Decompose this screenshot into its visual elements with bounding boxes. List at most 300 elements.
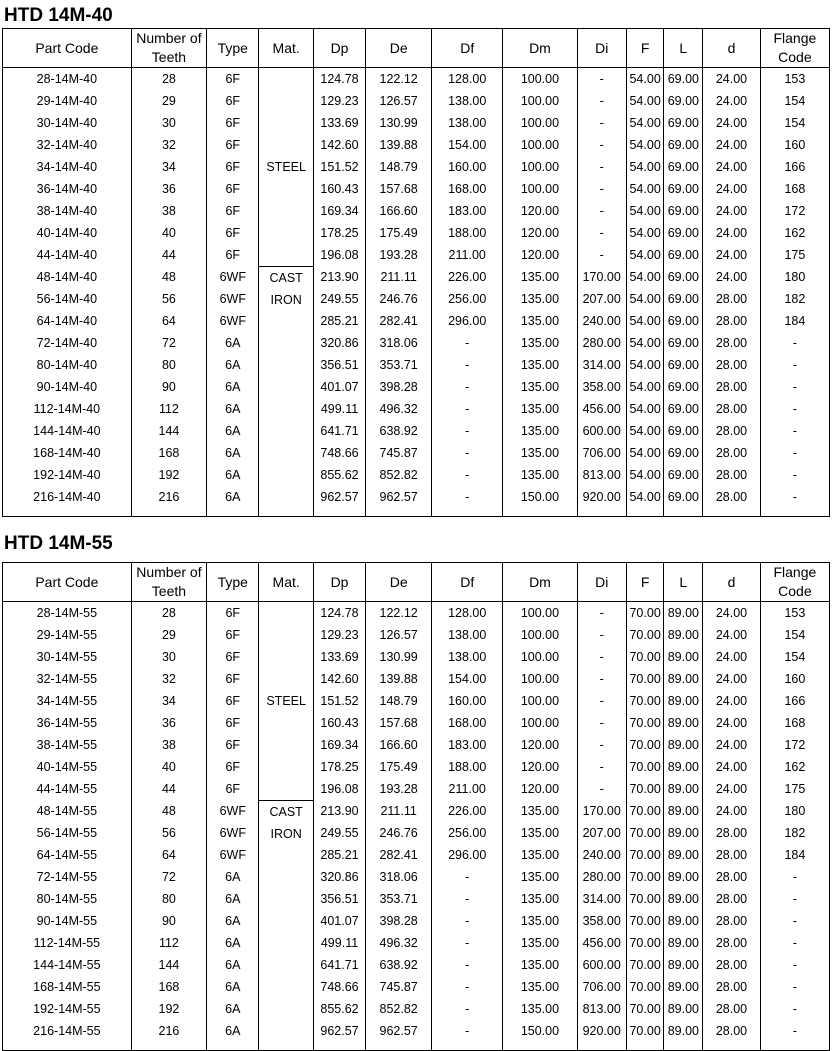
cell-df: 138.00 xyxy=(432,90,503,112)
cell-de: 962.57 xyxy=(366,1020,432,1042)
cell-part-code: 144-14M-55 xyxy=(3,954,132,976)
filler-cell xyxy=(3,1042,132,1051)
cell-type: 6WF xyxy=(207,288,259,310)
filler-cell xyxy=(366,1042,432,1051)
cell-flange-code: 184 xyxy=(760,310,829,332)
cell-flange-code: 184 xyxy=(760,844,829,866)
cell-df: 168.00 xyxy=(432,178,503,200)
cell-de: 745.87 xyxy=(366,976,432,998)
cell-part-code: 36-14M-55 xyxy=(3,712,132,734)
cell-l: 69.00 xyxy=(664,464,703,486)
cell-type: 6F xyxy=(207,646,259,668)
cell-de: 126.57 xyxy=(366,624,432,646)
cell-d: 24.00 xyxy=(703,266,761,288)
table-row xyxy=(3,134,830,156)
cell-df: - xyxy=(432,354,503,376)
cell-l: 69.00 xyxy=(664,68,703,91)
cell-de: 246.76 xyxy=(366,822,432,844)
cell-type: 6F xyxy=(207,712,259,734)
cell-df: 138.00 xyxy=(432,624,503,646)
cell-f: 54.00 xyxy=(626,442,664,464)
cell-type: 6F xyxy=(207,690,259,712)
cell-dm: 135.00 xyxy=(503,976,577,998)
cell-l: 89.00 xyxy=(664,756,703,778)
cell-df: - xyxy=(432,910,503,932)
cell-type: 6WF xyxy=(207,800,259,822)
cell-flange-code: - xyxy=(760,332,829,354)
cell-flange-code: - xyxy=(760,398,829,420)
cell-df: 183.00 xyxy=(432,200,503,222)
cell-di: 813.00 xyxy=(577,998,626,1020)
table-row xyxy=(3,822,830,844)
column-header-mat: Mat. xyxy=(259,29,313,68)
cell-f: 54.00 xyxy=(626,244,664,266)
cell-di: - xyxy=(577,712,626,734)
cell-type: 6A xyxy=(207,332,259,354)
table-row xyxy=(3,288,830,310)
cell-de: 318.06 xyxy=(366,866,432,888)
cell-type: 6F xyxy=(207,734,259,756)
cell-df: 188.00 xyxy=(432,756,503,778)
cell-teeth: 56 xyxy=(131,288,206,310)
cell-di: 456.00 xyxy=(577,932,626,954)
table-row xyxy=(3,68,830,91)
cell-part-code: 80-14M-55 xyxy=(3,888,132,910)
cell-f: 54.00 xyxy=(626,134,664,156)
cell-dp: 320.86 xyxy=(313,866,365,888)
cell-teeth: 34 xyxy=(131,690,206,712)
cell-di: - xyxy=(577,244,626,266)
cell-df: 160.00 xyxy=(432,156,503,178)
cell-d: 28.00 xyxy=(703,910,761,932)
cell-di: 813.00 xyxy=(577,464,626,486)
cell-teeth: 48 xyxy=(131,266,206,288)
filler-cell xyxy=(432,1042,503,1051)
cell-teeth: 36 xyxy=(131,712,206,734)
cell-de: 246.76 xyxy=(366,288,432,310)
cell-d: 28.00 xyxy=(703,932,761,954)
cell-di: - xyxy=(577,200,626,222)
cell-dp: 748.66 xyxy=(313,976,365,998)
cell-flange-code: 168 xyxy=(760,712,829,734)
cell-flange-code: 162 xyxy=(760,756,829,778)
cell-flange-code: 182 xyxy=(760,288,829,310)
cell-df: 128.00 xyxy=(432,68,503,91)
cell-dp: 641.71 xyxy=(313,420,365,442)
cell-de: 745.87 xyxy=(366,442,432,464)
table-row xyxy=(3,178,830,200)
table-row xyxy=(3,976,830,998)
cell-type: 6F xyxy=(207,156,259,178)
cell-dm: 120.00 xyxy=(503,222,577,244)
cell-dp: 356.51 xyxy=(313,888,365,910)
cell-teeth: 29 xyxy=(131,624,206,646)
cell-df: 154.00 xyxy=(432,668,503,690)
cell-type: 6WF xyxy=(207,266,259,288)
cell-teeth: 192 xyxy=(131,464,206,486)
cell-l: 89.00 xyxy=(664,888,703,910)
cell-l: 69.00 xyxy=(664,112,703,134)
cell-di: 358.00 xyxy=(577,910,626,932)
cell-flange-code: - xyxy=(760,354,829,376)
cell-di: - xyxy=(577,734,626,756)
cell-d: 24.00 xyxy=(703,222,761,244)
cell-de: 852.82 xyxy=(366,998,432,1020)
cell-dp: 356.51 xyxy=(313,354,365,376)
cell-dm: 120.00 xyxy=(503,756,577,778)
cell-part-code: 30-14M-55 xyxy=(3,646,132,668)
cell-flange-code: 182 xyxy=(760,822,829,844)
filler-cell xyxy=(760,1042,829,1051)
cell-f: 54.00 xyxy=(626,288,664,310)
cell-part-code: 34-14M-40 xyxy=(3,156,132,178)
cell-dm: 100.00 xyxy=(503,178,577,200)
filler-cell xyxy=(432,508,503,517)
cell-f: 54.00 xyxy=(626,332,664,354)
cell-d: 28.00 xyxy=(703,822,761,844)
table-row xyxy=(3,954,830,976)
column-header-l: L xyxy=(664,563,703,602)
cell-df: - xyxy=(432,486,503,508)
cell-df: 256.00 xyxy=(432,288,503,310)
filler-cell xyxy=(626,508,664,517)
filler-cell xyxy=(577,1042,626,1051)
cell-f: 54.00 xyxy=(626,398,664,420)
cell-f: 70.00 xyxy=(626,976,664,998)
cell-de: 130.99 xyxy=(366,646,432,668)
filler-cell xyxy=(664,1042,703,1051)
cell-de: 148.79 xyxy=(366,690,432,712)
cell-de: 175.49 xyxy=(366,756,432,778)
table-row xyxy=(3,420,830,442)
cell-l: 69.00 xyxy=(664,90,703,112)
cell-type: 6WF xyxy=(207,310,259,332)
cell-part-code: 29-14M-55 xyxy=(3,624,132,646)
cell-l: 69.00 xyxy=(664,156,703,178)
material-cast-line: CAST xyxy=(269,804,303,819)
cell-flange-code: 154 xyxy=(760,624,829,646)
cell-f: 54.00 xyxy=(626,222,664,244)
cell-flange-code: - xyxy=(760,376,829,398)
cell-dp: 499.11 xyxy=(313,932,365,954)
cell-d: 24.00 xyxy=(703,602,761,625)
cell-part-code: 72-14M-55 xyxy=(3,866,132,888)
cell-de: 353.71 xyxy=(366,354,432,376)
cell-l: 89.00 xyxy=(664,976,703,998)
cell-dp: 124.78 xyxy=(313,602,365,625)
cell-dp: 962.57 xyxy=(313,486,365,508)
cell-type: 6F xyxy=(207,134,259,156)
table-row xyxy=(3,646,830,668)
cell-dp: 249.55 xyxy=(313,822,365,844)
table-row xyxy=(3,800,830,822)
cell-part-code: 44-14M-40 xyxy=(3,244,132,266)
cell-type: 6A xyxy=(207,376,259,398)
column-header-l: L xyxy=(664,29,703,68)
cell-f: 70.00 xyxy=(626,800,664,822)
cell-teeth: 72 xyxy=(131,332,206,354)
cell-f: 70.00 xyxy=(626,668,664,690)
cell-d: 28.00 xyxy=(703,844,761,866)
cell-part-code: 64-14M-55 xyxy=(3,844,132,866)
filler-cell xyxy=(131,508,206,517)
cell-df: 211.00 xyxy=(432,244,503,266)
table-row xyxy=(3,244,830,266)
cell-flange-code: 154 xyxy=(760,90,829,112)
cell-df: 296.00 xyxy=(432,844,503,866)
cell-type: 6A xyxy=(207,398,259,420)
cell-dm: 135.00 xyxy=(503,310,577,332)
cell-d: 28.00 xyxy=(703,420,761,442)
cell-dp: 196.08 xyxy=(313,244,365,266)
cell-flange-code: 160 xyxy=(760,668,829,690)
cell-l: 89.00 xyxy=(664,734,703,756)
cell-l: 69.00 xyxy=(664,332,703,354)
table-filler-row xyxy=(3,1042,830,1051)
cell-df: 256.00 xyxy=(432,822,503,844)
cell-part-code: 56-14M-55 xyxy=(3,822,132,844)
cell-part-code: 56-14M-40 xyxy=(3,288,132,310)
material-cast-iron xyxy=(259,266,313,517)
column-header-type: Type xyxy=(207,29,259,68)
cell-d: 28.00 xyxy=(703,998,761,1020)
cell-l: 69.00 xyxy=(664,310,703,332)
material-steel: STEEL xyxy=(259,68,313,267)
cell-df: - xyxy=(432,932,503,954)
table-row xyxy=(3,332,830,354)
cell-dm: 100.00 xyxy=(503,690,577,712)
table-row xyxy=(3,712,830,734)
cell-l: 69.00 xyxy=(664,200,703,222)
cell-di: 920.00 xyxy=(577,486,626,508)
cell-l: 69.00 xyxy=(664,398,703,420)
cell-flange-code: 172 xyxy=(760,200,829,222)
column-header-type: Type xyxy=(207,563,259,602)
table-row xyxy=(3,442,830,464)
cell-f: 54.00 xyxy=(626,200,664,222)
cell-f: 70.00 xyxy=(626,998,664,1020)
cell-di: - xyxy=(577,178,626,200)
cell-dm: 135.00 xyxy=(503,398,577,420)
cell-part-code: 32-14M-40 xyxy=(3,134,132,156)
cell-d: 24.00 xyxy=(703,90,761,112)
cell-teeth: 192 xyxy=(131,998,206,1020)
table-filler-row xyxy=(3,508,830,517)
cell-part-code: 48-14M-40 xyxy=(3,266,132,288)
cell-teeth: 38 xyxy=(131,734,206,756)
cell-df: 138.00 xyxy=(432,112,503,134)
cell-dp: 151.52 xyxy=(313,690,365,712)
cell-di: 456.00 xyxy=(577,398,626,420)
cell-dm: 100.00 xyxy=(503,712,577,734)
cell-part-code: 90-14M-55 xyxy=(3,910,132,932)
cell-d: 28.00 xyxy=(703,442,761,464)
filler-cell xyxy=(703,1042,761,1051)
cell-teeth: 144 xyxy=(131,954,206,976)
cell-df: - xyxy=(432,442,503,464)
cell-di: 600.00 xyxy=(577,420,626,442)
cell-dm: 100.00 xyxy=(503,112,577,134)
cell-d: 24.00 xyxy=(703,112,761,134)
filler-cell xyxy=(760,508,829,517)
cell-dp: 160.43 xyxy=(313,712,365,734)
filler-cell xyxy=(313,1042,365,1051)
cell-flange-code: 162 xyxy=(760,222,829,244)
table-row xyxy=(3,668,830,690)
cell-f: 70.00 xyxy=(626,866,664,888)
cell-de: 398.28 xyxy=(366,910,432,932)
cell-de: 282.41 xyxy=(366,844,432,866)
cell-d: 28.00 xyxy=(703,398,761,420)
cell-type: 6A xyxy=(207,1020,259,1042)
cell-part-code: 34-14M-55 xyxy=(3,690,132,712)
column-header-f: F xyxy=(626,29,664,68)
cell-d: 24.00 xyxy=(703,712,761,734)
cell-d: 28.00 xyxy=(703,976,761,998)
cell-part-code: 72-14M-40 xyxy=(3,332,132,354)
cell-df: - xyxy=(432,888,503,910)
cell-part-code: 144-14M-40 xyxy=(3,420,132,442)
cell-type: 6WF xyxy=(207,822,259,844)
cell-type: 6F xyxy=(207,244,259,266)
cell-d: 24.00 xyxy=(703,624,761,646)
cell-part-code: 40-14M-40 xyxy=(3,222,132,244)
cell-dp: 169.34 xyxy=(313,200,365,222)
cell-d: 28.00 xyxy=(703,954,761,976)
cell-d: 24.00 xyxy=(703,134,761,156)
cell-de: 139.88 xyxy=(366,668,432,690)
cell-d: 28.00 xyxy=(703,866,761,888)
cell-dm: 135.00 xyxy=(503,800,577,822)
cell-de: 166.60 xyxy=(366,200,432,222)
cell-part-code: 90-14M-40 xyxy=(3,376,132,398)
cell-di: - xyxy=(577,646,626,668)
cell-de: 282.41 xyxy=(366,310,432,332)
cell-de: 353.71 xyxy=(366,888,432,910)
material-cast-iron xyxy=(259,800,313,1051)
cell-l: 89.00 xyxy=(664,1020,703,1042)
cell-flange-code: - xyxy=(760,910,829,932)
cell-flange-code: 166 xyxy=(760,156,829,178)
cell-teeth: 40 xyxy=(131,222,206,244)
cell-f: 70.00 xyxy=(626,756,664,778)
cell-type: 6F xyxy=(207,222,259,244)
table-row xyxy=(3,376,830,398)
cell-dp: 178.25 xyxy=(313,756,365,778)
table-row xyxy=(3,398,830,420)
cell-l: 89.00 xyxy=(664,690,703,712)
cell-flange-code: - xyxy=(760,998,829,1020)
cell-type: 6F xyxy=(207,90,259,112)
cell-dm: 135.00 xyxy=(503,844,577,866)
column-header-d: d xyxy=(703,563,761,602)
cell-f: 70.00 xyxy=(626,822,664,844)
cell-dm: 135.00 xyxy=(503,954,577,976)
material-cast-line: CAST xyxy=(269,270,303,285)
cell-flange-code: - xyxy=(760,420,829,442)
table-row xyxy=(3,200,830,222)
cell-type: 6A xyxy=(207,464,259,486)
cell-l: 69.00 xyxy=(664,420,703,442)
cell-d: 24.00 xyxy=(703,646,761,668)
cell-df: 168.00 xyxy=(432,712,503,734)
cell-de: 126.57 xyxy=(366,90,432,112)
cell-df: 226.00 xyxy=(432,800,503,822)
cell-teeth: 40 xyxy=(131,756,206,778)
cell-teeth: 64 xyxy=(131,844,206,866)
column-header-de: De xyxy=(366,563,432,602)
cell-de: 398.28 xyxy=(366,376,432,398)
cell-di: 240.00 xyxy=(577,310,626,332)
cell-dp: 213.90 xyxy=(313,800,365,822)
cell-d: 24.00 xyxy=(703,800,761,822)
cell-de: 962.57 xyxy=(366,486,432,508)
cell-type: 6F xyxy=(207,778,259,800)
cell-dm: 135.00 xyxy=(503,998,577,1020)
cell-df: 154.00 xyxy=(432,134,503,156)
cell-l: 89.00 xyxy=(664,844,703,866)
cell-l: 89.00 xyxy=(664,800,703,822)
cell-part-code: 80-14M-40 xyxy=(3,354,132,376)
cell-f: 70.00 xyxy=(626,888,664,910)
cell-di: 706.00 xyxy=(577,976,626,998)
cell-dm: 135.00 xyxy=(503,332,577,354)
cell-l: 69.00 xyxy=(664,354,703,376)
cell-part-code: 216-14M-40 xyxy=(3,486,132,508)
cell-di: 358.00 xyxy=(577,376,626,398)
cell-d: 24.00 xyxy=(703,756,761,778)
cell-de: 122.12 xyxy=(366,68,432,91)
cell-part-code: 64-14M-40 xyxy=(3,310,132,332)
cell-f: 70.00 xyxy=(626,910,664,932)
column-header-dm: Dm xyxy=(503,563,577,602)
cell-di: - xyxy=(577,624,626,646)
cell-f: 54.00 xyxy=(626,464,664,486)
cell-d: 28.00 xyxy=(703,486,761,508)
cell-de: 211.11 xyxy=(366,800,432,822)
cell-d: 24.00 xyxy=(703,668,761,690)
cell-dm: 135.00 xyxy=(503,442,577,464)
table-row xyxy=(3,222,830,244)
cell-dm: 135.00 xyxy=(503,888,577,910)
cell-dm: 135.00 xyxy=(503,866,577,888)
cell-di: - xyxy=(577,112,626,134)
cell-part-code: 216-14M-55 xyxy=(3,1020,132,1042)
table-row xyxy=(3,112,830,134)
cell-di: 280.00 xyxy=(577,866,626,888)
cell-di: - xyxy=(577,668,626,690)
cell-teeth: 56 xyxy=(131,822,206,844)
cell-d: 28.00 xyxy=(703,1020,761,1042)
cell-f: 54.00 xyxy=(626,486,664,508)
cell-dp: 178.25 xyxy=(313,222,365,244)
filler-cell xyxy=(313,508,365,517)
cell-teeth: 168 xyxy=(131,976,206,998)
cell-flange-code: 172 xyxy=(760,734,829,756)
cell-d: 24.00 xyxy=(703,734,761,756)
cell-de: 148.79 xyxy=(366,156,432,178)
table-row xyxy=(3,866,830,888)
table-title-14m-55: HTD 14M-55 xyxy=(4,533,113,554)
table-row xyxy=(3,624,830,646)
cell-type: 6A xyxy=(207,954,259,976)
cell-teeth: 216 xyxy=(131,1020,206,1042)
cell-dm: 135.00 xyxy=(503,376,577,398)
cell-type: 6F xyxy=(207,756,259,778)
cell-dm: 100.00 xyxy=(503,668,577,690)
cell-flange-code: 175 xyxy=(760,778,829,800)
cell-flange-code: - xyxy=(760,1020,829,1042)
